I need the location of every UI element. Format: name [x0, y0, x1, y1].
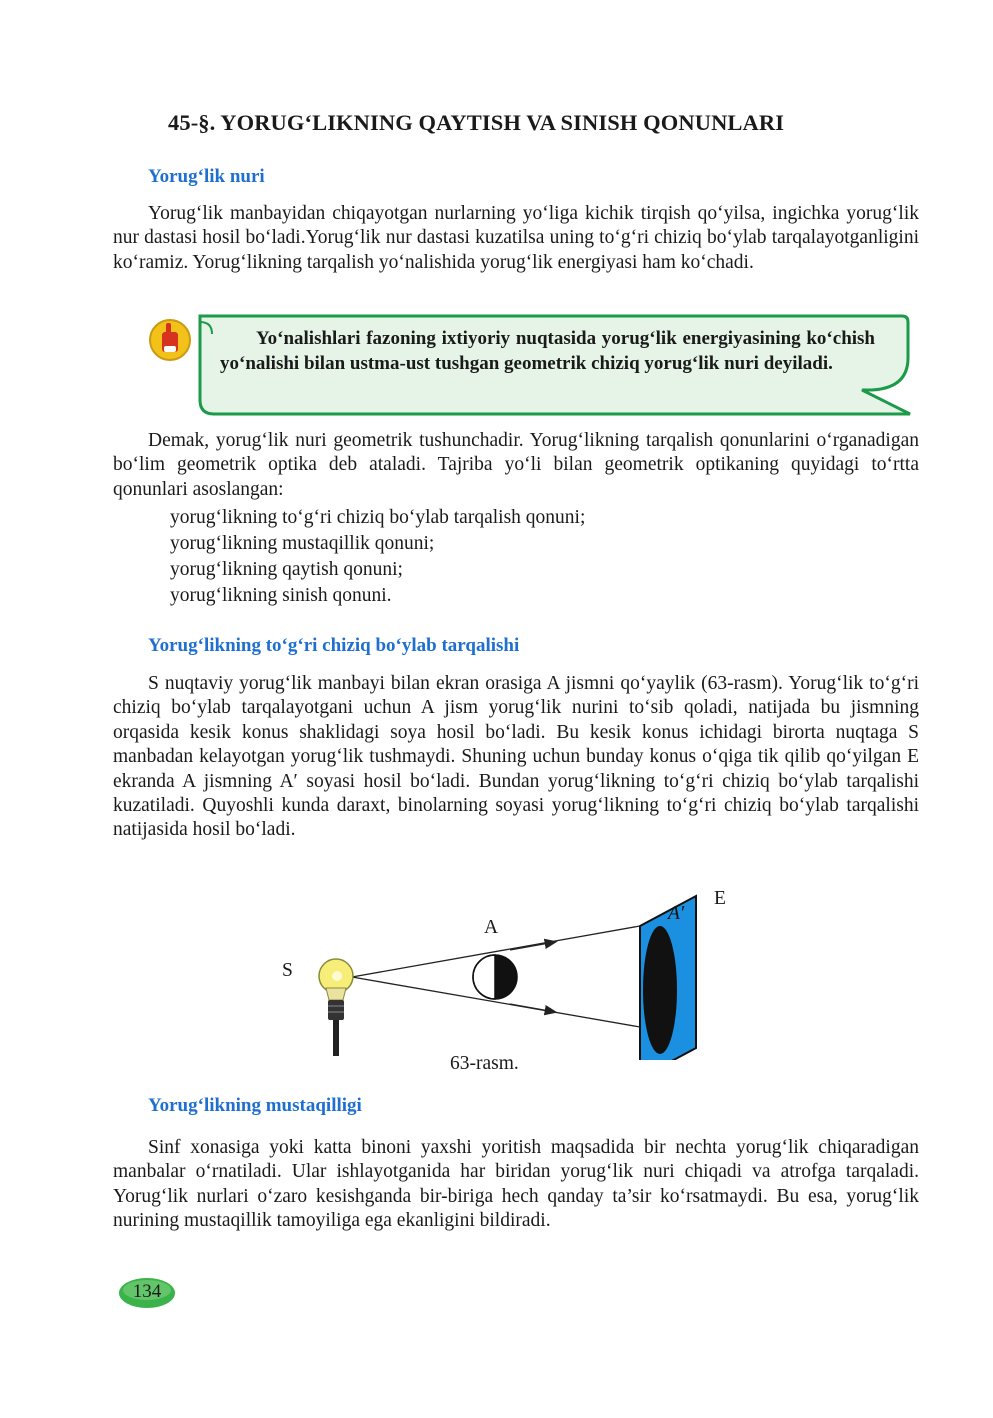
list-item: yorug‘likning to‘g‘ri chiziq bo‘ylab tarqalish qonuni;: [170, 507, 586, 528]
laws-list: [170, 505, 585, 609]
label-a: A: [484, 917, 499, 938]
arrow-upper: [510, 942, 555, 950]
shadow: [643, 926, 677, 1054]
paragraph-light-ray: [113, 202, 919, 275]
paragraph-text: Demak, yorug‘lik nuri geometrik tushunchadir. Yorug‘likning tarqalish qonunlarini o‘rganadigan bo‘lim geometrik optika deb ataladi. Tajriba yo‘li bilan geometrik optikaning quyidagi to‘rtta qonunlari asoslangan:: [113, 430, 919, 500]
page-number: 134: [132, 1281, 162, 1302]
arrow-lower: [510, 1004, 555, 1012]
page-title: 45-§. YORUG‘LIKNING QAYTISH VA SINISH QONUNLARI: [168, 110, 785, 135]
section-heading-light-ray: Yorug‘lik nuri: [148, 166, 265, 187]
pointing-hand-icon: [150, 320, 190, 360]
paragraph-straight-line: [113, 672, 919, 843]
paragraph-text: S nuqtaviy yorug‘lik manbayi bilan ekran orasiga A jismni qo‘yaylik (63-rasm). Yorug‘lik to‘g‘ri chiziq bo‘ylab tarqalayotgani uchun A jism yorug‘lik nurini to‘sib qoladi, natijada bu jismning orqasida kesik konus shaklidagi soya hosil bo‘ladi. Bu kesik konus ichidagi birorta nuqtaga S manbadan kelayotgan yorug‘lik tushmaydi. Shuning uchun bunday konus o‘qiga tik qilib qo‘yilgan E ekranda A jismning A′ soyasi hosil bo‘ladi. Bundan yorug‘likning to‘g‘ri chiziq bo‘ylab tarqalishi kuzatiladi. Quyoshli kunda daraxt, binolarning soyasi yorug‘likning to‘g‘ri chiziq bo‘ylab tarqalishi natijasida hosil bo‘ladi.: [113, 673, 919, 841]
paragraph-text: Sinf xonasiga yoki katta binoni yaxshi yoritish maqsadida bir nechta yorug‘lik chiqaradigan manbalar o‘rnatiladi. Ular ishlayotganida har biridan yorug‘lik nuri chiqadi va atrofga tarqaladi. Yorug‘lik nurlari o‘zaro kesishganda bir-biriga hech qanday ta’sir ko‘rsatmaydi. Bu esa, yorug‘lik nurining mustaqillik tamoyiliga ega ekanligini bildiradi.: [113, 1137, 919, 1232]
paragraph-geometric-optics: [113, 429, 919, 502]
list-item: yorug‘likning mustaqillik qonuni;: [170, 533, 435, 554]
paragraph-text: Yorug‘lik manbayidan chiqayotgan nurlarning yo‘liga kichik tirqish qo‘yilsa, ingichka yorug‘lik nur dastasi hosil bo‘ladi.Yorug‘lik nur dastasi kuzatilsa uning to‘g‘ri chiziq bo‘ylab tarqalayotganligini ko‘ramiz. Yorug‘likning tarqalish yo‘nalishida yorug‘lik energiyasi ham ko‘chadi.: [113, 203, 919, 273]
label-e: E: [714, 888, 726, 909]
list-item: yorug‘likning qaytish qonuni;: [170, 559, 403, 580]
definition-text-box: [220, 326, 875, 376]
section-heading-straight-line: Yorug‘likning to‘g‘ri chiziq bo‘ylab tarqalishi: [148, 635, 520, 656]
list-item: yorug‘likning sinish qonuni.: [170, 585, 392, 606]
section-heading-independence: Yorug‘likning mustaqilligi: [148, 1095, 362, 1116]
light-bulb-icon: [319, 959, 353, 1056]
figure-caption: 63-rasm.: [450, 1053, 519, 1074]
object-a: [473, 955, 517, 999]
label-s: S: [282, 960, 293, 981]
definition-text: Yo‘nalishlari fazoning ixtiyoriy nuqtasida yorug‘lik energiyasining ko‘chish yo‘nalishi bilan ustma-ust tushgan geometrik chiziq yorug‘lik nuri deyiladi.: [220, 328, 875, 374]
label-a-prime: A′: [668, 903, 685, 924]
page-number-badge: [118, 1277, 176, 1309]
paragraph-independence: [113, 1136, 919, 1234]
